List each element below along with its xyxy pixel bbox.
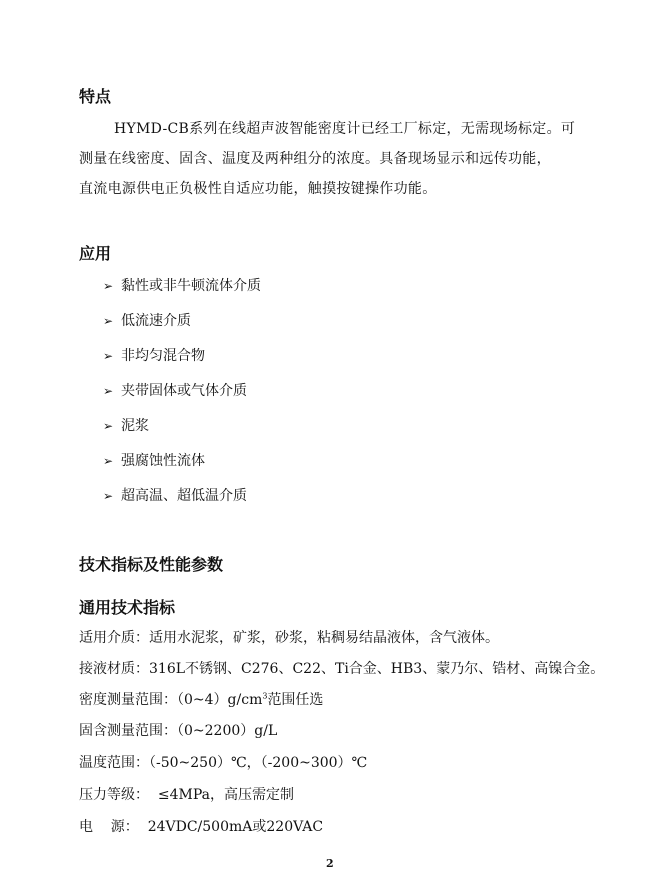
application-item: ➢ 超高温、超低温介质 [103, 488, 247, 504]
spec-pressure: 压力等级： ≤4MPa，高压需定制 [79, 787, 295, 803]
arrow-bullet-icon: ➢ [103, 384, 114, 398]
arrow-bullet-icon: ➢ [103, 489, 114, 503]
spec-solids: 固含测量范围：（0~2200）g/L [79, 723, 278, 739]
spec-power: 电 源： 24VDC/500mA或220VAC [79, 819, 324, 835]
features-line-2: 测量在线密度、固含、温度及两种组分的浓度。具备现场显示和远传功能， [79, 151, 551, 167]
tech-subheading: 通用技术指标 [79, 598, 176, 617]
page-number: 2 [326, 857, 334, 870]
application-item: ➢ 黏性或非牛顿流体介质 [103, 278, 261, 294]
features-line-3: 直流电源供电正负极性自适应功能，触摸按键操作功能。 [79, 181, 437, 197]
features-heading: 特点 [79, 87, 112, 106]
arrow-bullet-icon: ➢ [103, 419, 114, 433]
applications-heading: 应用 [79, 244, 112, 263]
arrow-bullet-icon: ➢ [103, 314, 114, 328]
application-item: ➢ 夹带固体或气体介质 [103, 383, 247, 399]
tech-heading: 技术指标及性能参数 [79, 555, 224, 574]
application-item: ➢ 强腐蚀性流体 [103, 453, 205, 469]
arrow-bullet-icon: ➢ [103, 279, 114, 293]
spec-density: 密度测量范围：$(0\sim 4)g/cm^3$范围任选 [79, 691, 324, 708]
arrow-bullet-icon: ➢ [103, 454, 114, 468]
features-line-1: HYMD-CB系列在线超声波智能密度计已经工厂标定，无需现场标定。可 [114, 121, 576, 137]
application-item: ➢ 低流速介质 [103, 313, 191, 329]
application-item: ➢ 泥浆 [103, 418, 149, 434]
application-item: ➢ 非均匀混合物 [103, 348, 205, 364]
spec-temperature: 温度范围：（-50~250）℃，（-200~300）℃ [79, 755, 368, 771]
spec-material: 接液材质：316L不锈钢、C276、C22、Ti合金、HB3、蒙乃尔、锆材、高镍合金。 [79, 661, 605, 677]
spec-media: 适用介质：适用水泥浆，矿浆，砂浆，粘稠易结晶液体，含气液体。 [79, 630, 499, 646]
arrow-bullet-icon: ➢ [103, 349, 114, 363]
